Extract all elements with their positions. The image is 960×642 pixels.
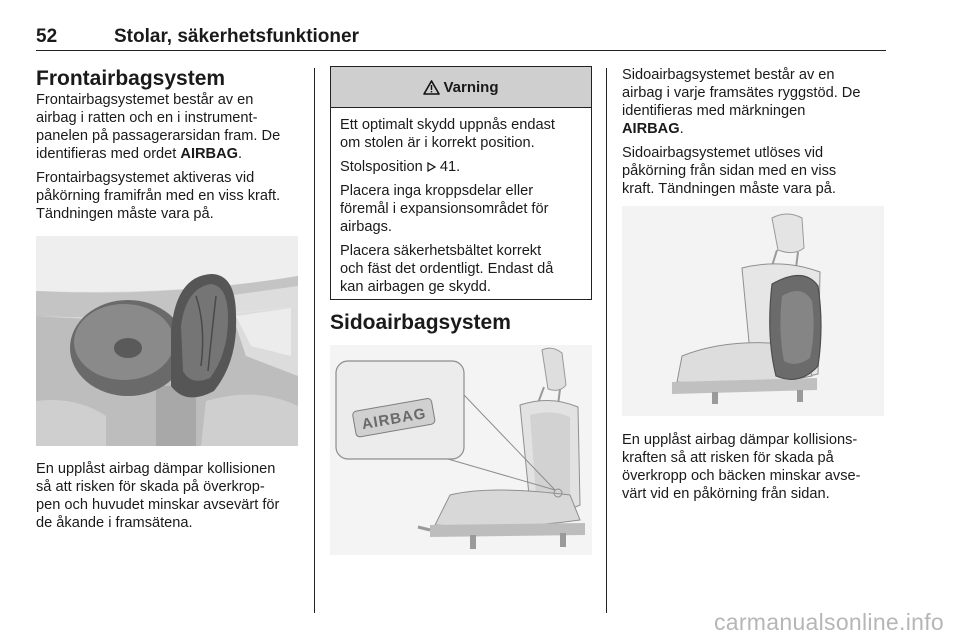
text-line: föremål i expansionsområdet för bbox=[340, 201, 549, 217]
column-divider bbox=[606, 68, 607, 613]
text-fragment: . bbox=[679, 121, 684, 137]
text-line: om stolen är i korrekt position. bbox=[340, 135, 535, 151]
text-line: En upplåst airbag dämpar kollisionen bbox=[36, 461, 276, 477]
page-reference[interactable]: 41. bbox=[439, 159, 461, 175]
text-line: Sidoairbagsystemet utlöses vid bbox=[622, 145, 824, 161]
warning-title: Varning bbox=[443, 78, 499, 96]
text-line: de åkande i framsätena. bbox=[36, 515, 193, 531]
text-line: airbags. bbox=[340, 219, 392, 235]
text-line: kraft. Tändningen måste vara på. bbox=[622, 181, 836, 197]
warning-paragraph bbox=[340, 116, 583, 152]
text-line: så att risken för skada på överkrop- bbox=[36, 479, 265, 495]
text-line: pen och huvudet minskar avsevärt för bbox=[36, 497, 280, 513]
left-column bbox=[36, 66, 304, 223]
caption-paragraph bbox=[36, 460, 304, 532]
page-reference-arrow-icon bbox=[427, 162, 436, 172]
airbag-label: AIRBAG bbox=[622, 121, 680, 137]
warning-body bbox=[331, 108, 591, 296]
side-airbag-caption bbox=[622, 431, 890, 503]
chapter-title: Stolar, säkerhetsfunktioner bbox=[114, 26, 359, 47]
text-line: En upplåst airbag dämpar kollisions- bbox=[622, 432, 858, 448]
front-airbag-caption bbox=[36, 460, 304, 532]
side-airbag-seat-illustration bbox=[622, 206, 884, 416]
text-line: Ett optimalt skydd uppnås endast bbox=[340, 117, 555, 133]
airbag-label: AIRBAG bbox=[180, 146, 238, 162]
text-line: Placera säkerhetsbältet korrekt bbox=[340, 243, 542, 259]
page-header bbox=[36, 26, 886, 51]
text-line: kan airbagen ge skydd. bbox=[340, 279, 491, 295]
text-line: värt vid en påkörning från sidan. bbox=[622, 486, 830, 502]
warning-triangle-icon bbox=[423, 80, 440, 95]
text-line: Frontairbagsystemet består av en bbox=[36, 92, 254, 108]
text-line: Sidoairbagsystemet består av en bbox=[622, 67, 835, 83]
text-line: påkörning från sidan med en viss bbox=[622, 163, 837, 179]
text-line: och fäst det ordentligt. Endast då bbox=[340, 261, 554, 277]
text-line: överkropp och bäcken minskar avse- bbox=[622, 468, 861, 484]
watermark: carmanualsonline.info bbox=[713, 609, 944, 635]
text-line: identifieras med ordet bbox=[36, 146, 181, 162]
warning-paragraph bbox=[340, 182, 583, 236]
middle-column bbox=[330, 310, 590, 335]
section-heading-front-airbag: Frontairbagsystem bbox=[36, 67, 226, 90]
text-line: Placera inga kroppsdelar eller bbox=[340, 183, 534, 199]
caption-paragraph bbox=[622, 431, 890, 503]
front-airbag-paragraph bbox=[36, 91, 304, 163]
airbag-marking-label: AIRBAG bbox=[360, 405, 428, 434]
text-fragment: . bbox=[237, 146, 243, 162]
seat-position-reference bbox=[340, 158, 583, 176]
warning-header bbox=[331, 67, 591, 108]
side-airbag-label-illustration bbox=[330, 345, 592, 555]
warning-box bbox=[330, 66, 592, 300]
side-airbag-paragraph bbox=[622, 66, 890, 138]
text-fragment: Stolsposition bbox=[340, 159, 423, 175]
right-column bbox=[622, 66, 890, 198]
section-heading-side-airbag: Sidoairbagsystem bbox=[330, 311, 511, 334]
text-line: identifieras med märkningen bbox=[622, 103, 806, 119]
page-number: 52 bbox=[36, 26, 58, 47]
front-airbag-activation-paragraph bbox=[36, 169, 304, 223]
column-divider bbox=[314, 68, 315, 613]
text-line: airbag i varje framsätes ryggstöd. De bbox=[622, 85, 861, 101]
text-line: panelen på passagerarsidan fram. De bbox=[36, 128, 281, 144]
side-airbag-activation-paragraph bbox=[622, 144, 890, 198]
text-line: Tändningen måste vara på. bbox=[36, 206, 214, 222]
front-airbag-illustration bbox=[36, 236, 298, 446]
text-line: Frontairbagsystemet aktiveras vid bbox=[36, 170, 255, 186]
text-line: kraften så att risken för skada på bbox=[622, 450, 834, 466]
text-line: airbag i ratten och en i instrument- bbox=[36, 110, 258, 126]
text-line: påkörning framifrån med en viss kraft. bbox=[36, 188, 281, 204]
warning-paragraph bbox=[340, 242, 583, 296]
